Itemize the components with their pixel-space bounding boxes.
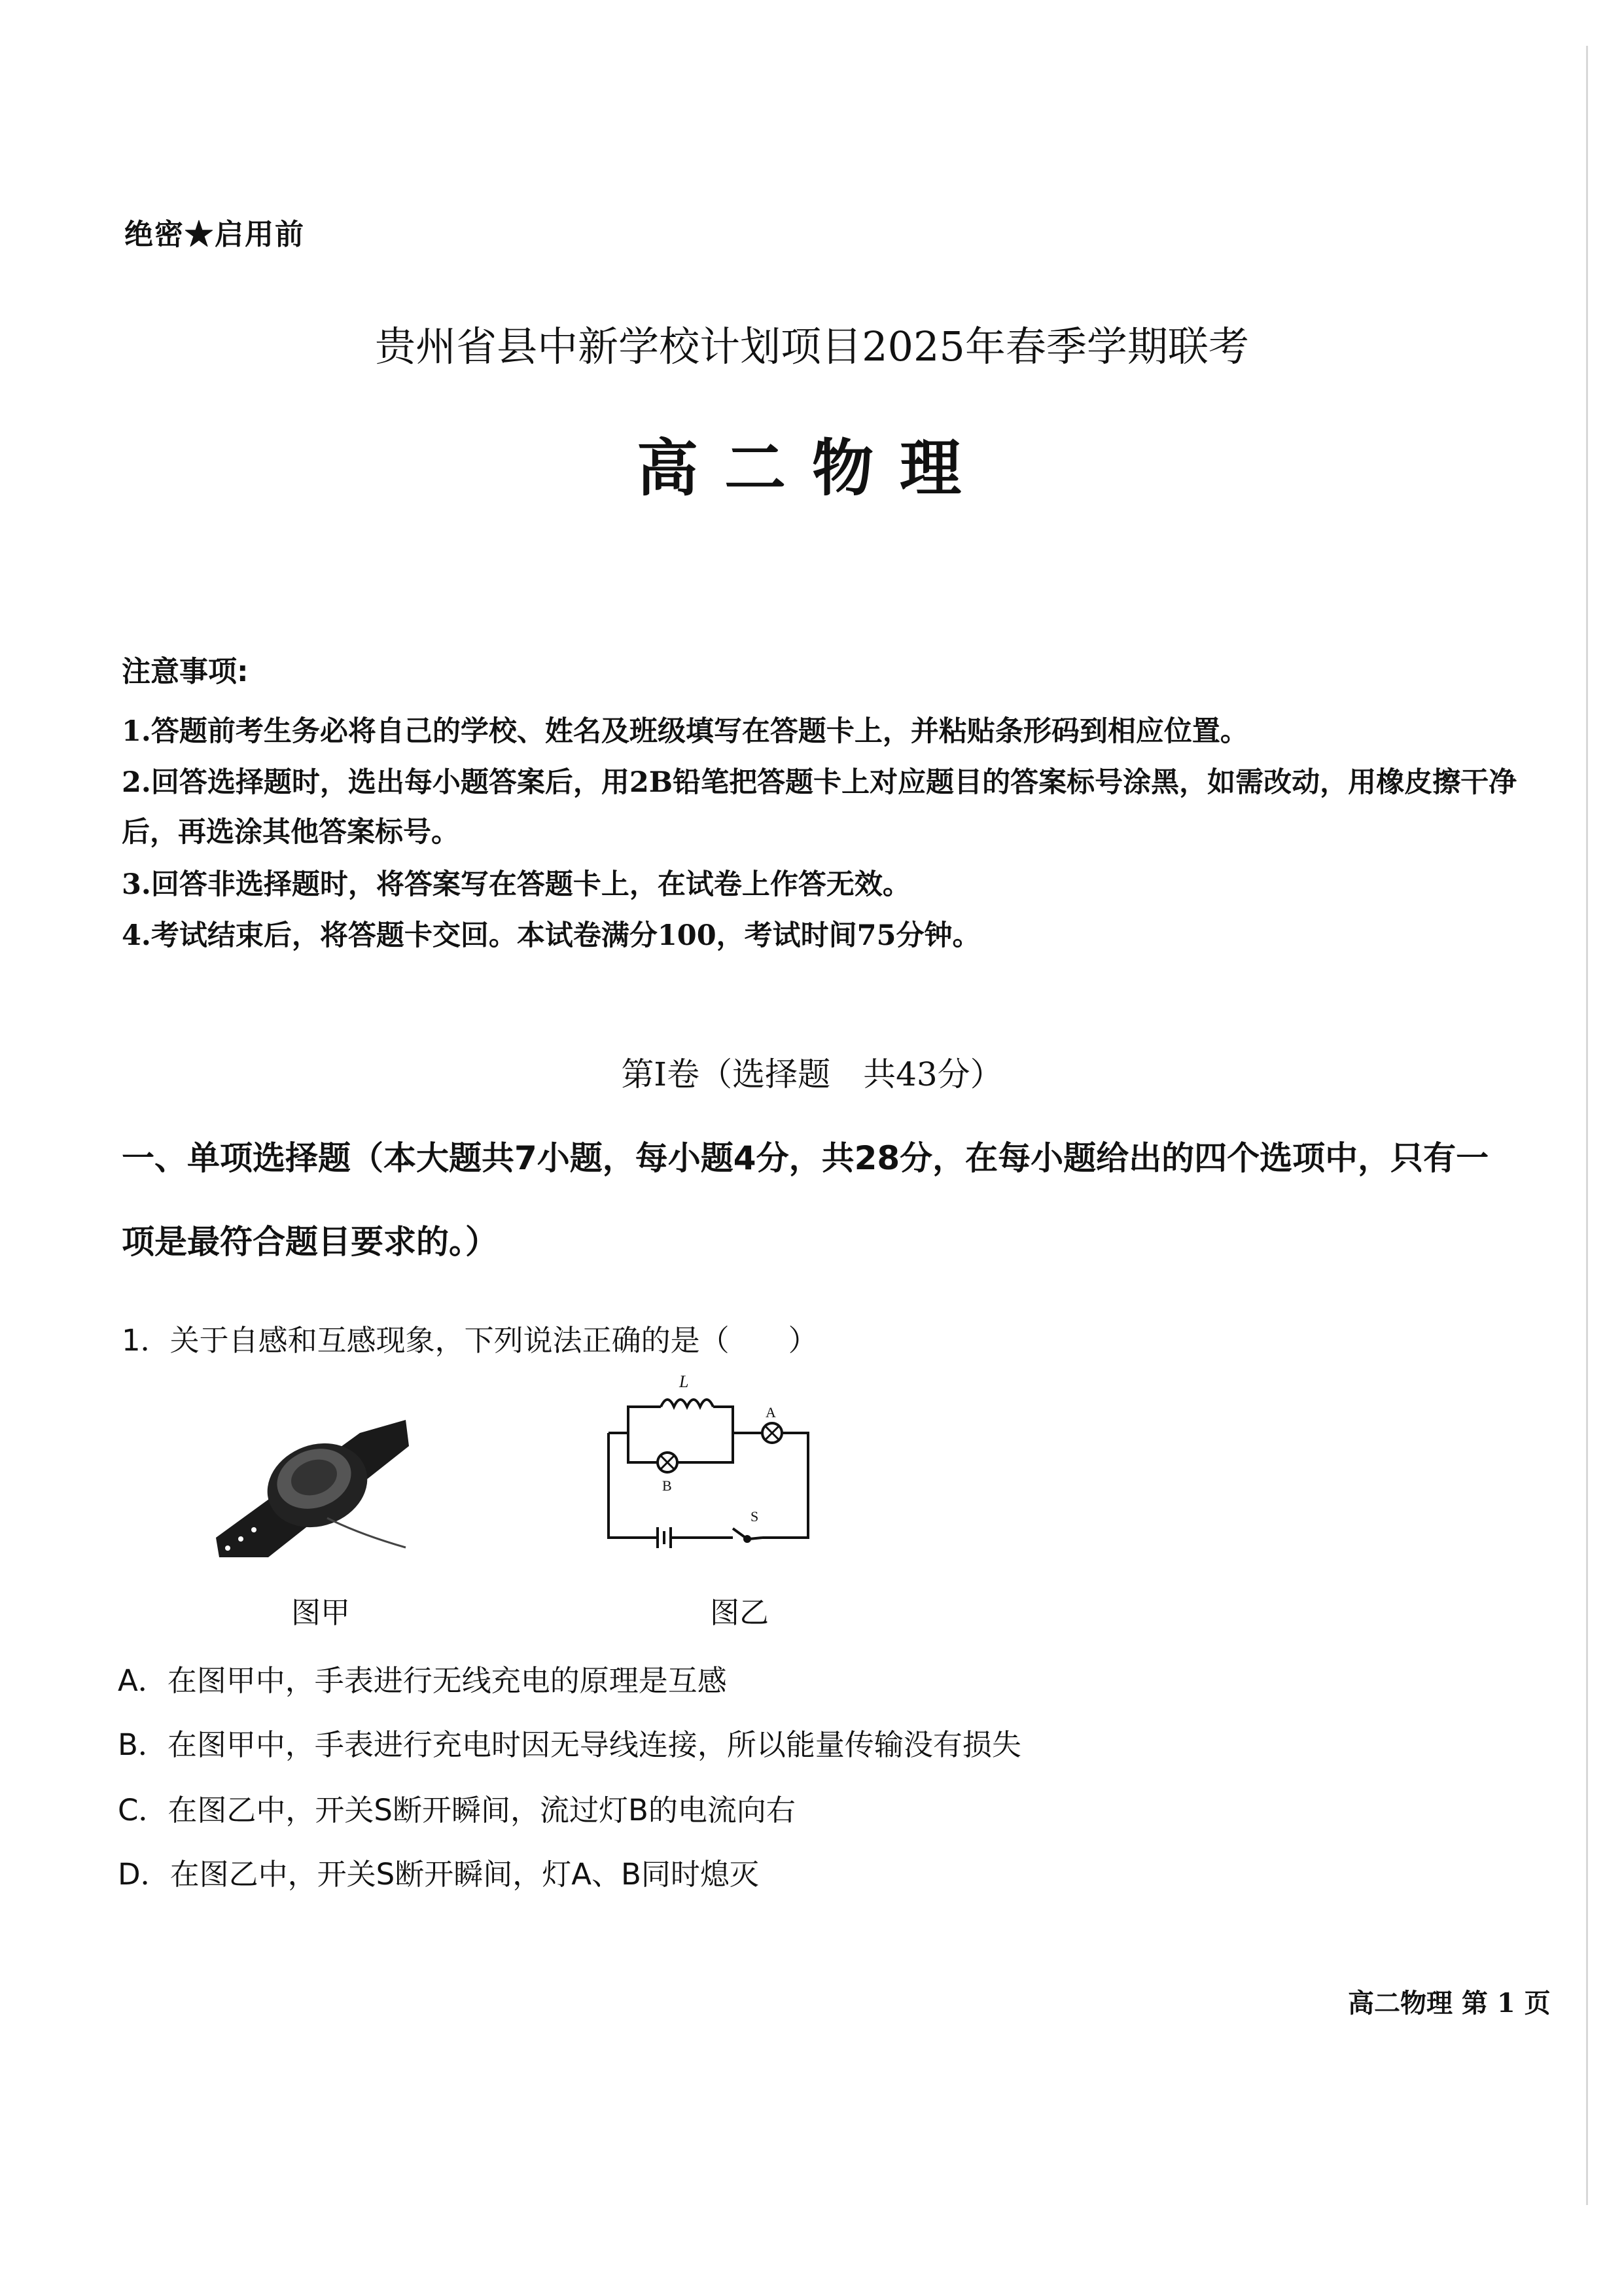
note-item-4: 4.考试结束后，将答题卡交回。本试卷满分100，考试时间75分钟。 [122, 919, 981, 952]
question-1-stem: 1．关于自感和互感现象，下列说法正确的是（ ） [122, 1323, 818, 1358]
label-switch: S [750, 1508, 759, 1525]
note-item-1: 1.答题前考生务必将自己的学校、姓名及班级填写在答题卡上，并粘贴条形码到相应位置。 [122, 715, 1248, 748]
inductor-coil [661, 1400, 713, 1407]
note-item-2: 2.回答选择题时，选出每小题答案后，用2B铅笔把答题卡上对应题目的答案标号涂黑，如需改动，用橡皮擦干净后，再选涂其他答案标号。 [122, 766, 1517, 849]
page-footer: 高二物理 第 1 页 [1348, 1988, 1551, 2019]
battery-icon [658, 1527, 671, 1548]
label-lamp-b: B [662, 1477, 672, 1494]
notes-heading: 注意事项: [122, 655, 249, 688]
option-b: B．在图甲中，手表进行充电时因无导线连接，所以能量传输没有损失 [118, 1727, 1021, 1762]
figure-b-caption: 图乙 [709, 1595, 769, 1630]
section-title-line-2: 项是最符合题目要求的。） [122, 1223, 498, 1261]
label-lamp-a: A [766, 1404, 776, 1421]
note-item-3: 3.回答非选择题时，将答案写在答题卡上，在试卷上作答无效。 [122, 868, 911, 901]
option-a: A．在图甲中，手表进行无线充电的原理是互感 [118, 1663, 727, 1698]
subject-title: 高二物理 [636, 433, 987, 504]
option-d: D．在图乙中，开关S断开瞬间，灯A、B同时熄灭 [118, 1857, 759, 1892]
figure-a-caption: 图甲 [291, 1595, 350, 1630]
circuit-diagram [602, 1368, 824, 1564]
section-title-line-1: 一、单项选择题（本大题共7小题，每小题4分，共28分，在每小题给出的四个选项中，只有一 [122, 1139, 1489, 1177]
part-title: 第I卷（选择题 共43分） [621, 1055, 1003, 1093]
smartwatch-figure [209, 1394, 425, 1564]
exam-title: 贵州省县中新学校计划项目2025年春季学期联考 [375, 323, 1249, 370]
confidential-mark: 绝密★启用前 [124, 218, 305, 251]
option-c: C．在图乙中，开关S断开瞬间，流过灯B的电流向右 [118, 1793, 796, 1828]
label-inductor: L [679, 1372, 689, 1391]
